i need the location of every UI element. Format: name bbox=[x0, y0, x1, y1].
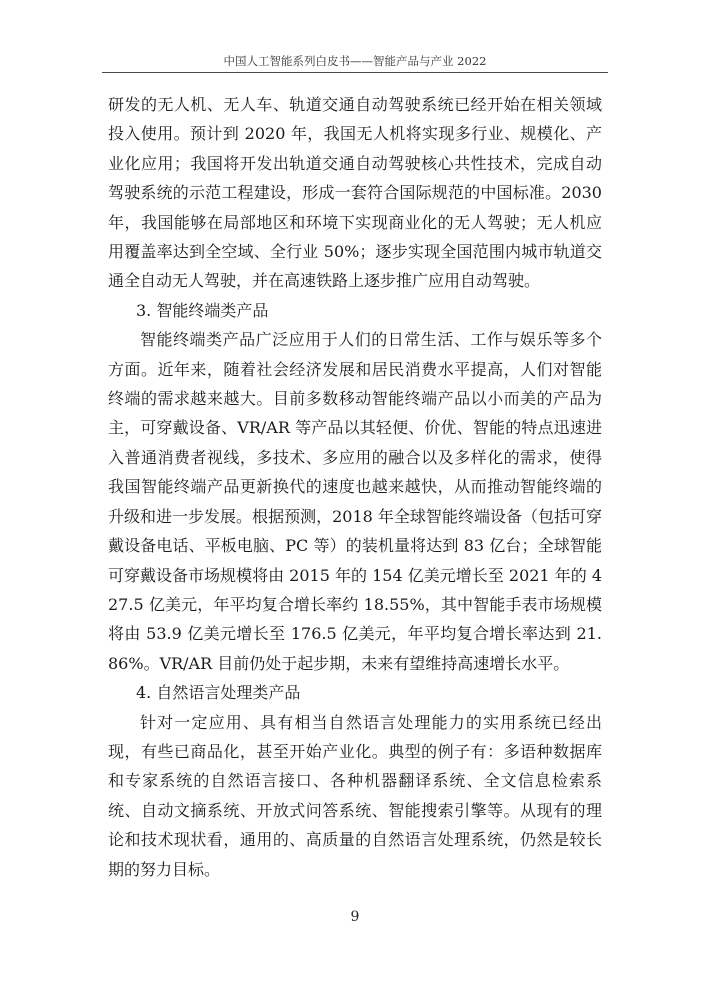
document-body bbox=[108, 90, 602, 884]
section-heading-nlp: 4. 自然语言处理类产品 bbox=[136, 683, 301, 703]
header-title: 中国人工智能系列白皮书——智能产品与产业 2022 bbox=[223, 54, 487, 68]
paragraph-smart-terminals: 智能终端类产品广泛应用于人们的日常生活、工作与娱乐等多个方面。近年来，随着社会经济发展和居民消费水平提高，人们对智能终端的需求越来越大。目前多数移动智能终端产品以小而美的产品为主，可穿戴设备、VR/AR 等产品以其轻便、价优、智能的特点迅速进入普通消费者视线，多技术、多应用的融合以及多样化的需求，使得我国智能终端产品更新换代的速度也越来越快，从而推动智能终端的升级和进一步发展。根据预测，2018 年全球智能终端设备（包括可穿戴设备电话、平板电脑、PC 等）的装机量将达到 83 亿台；全球智能可穿戴设备市场规模将由 2015 年的 154 亿美元增长至 2021 年的 427.5 亿美元，年平均复合增长率约 18.55%，其中智能手表市场规模将由 53.9 亿美元增长至 176.5 亿美元，年平均复合增长率达到 21.86%。VR/AR 目前仍处于起步期，未来有望维持高速增长水平。 bbox=[108, 330, 602, 673]
page-number: 9 bbox=[350, 909, 360, 925]
page-header bbox=[102, 52, 608, 73]
section-heading-smart-terminals: 3. 智能终端类产品 bbox=[136, 300, 269, 320]
paragraph-autonomous-driving: 研发的无人机、无人车、轨道交通自动驾驶系统已经开始在相关领域投入使用。预计到 2020 年，我国无人机将实现多行业、规模化、产业化应用；我国将开发出轨道交通自动驾驶核心共性技术，完成自动驾驶系统的示范工程建设，形成一套符合国际规范的中国标准。2030 年，我国能够在局部地区和环境下实现商业化的无人驾驶；无人机应用覆盖率达到全空域、全行业 50%；逐步实现全国范围内城市轨道交通全自动无人驾驶，并在高速铁路上逐步推广应用自动驾驶。 bbox=[108, 95, 602, 291]
paragraph-nlp: 针对一定应用、具有相当自然语言处理能力的实用系统已经出现，有些已商品化，甚至开始产业化。典型的例子有：多语种数据库和专家系统的自然语言接口、各种机器翻译系统、全文信息检索系统、自动文摘系统、开放式问答系统、智能搜索引擎等。从现有的理论和技术现状看，通用的、高质量的自然语言处理系统，仍然是较长期的努力目标。 bbox=[108, 712, 602, 879]
